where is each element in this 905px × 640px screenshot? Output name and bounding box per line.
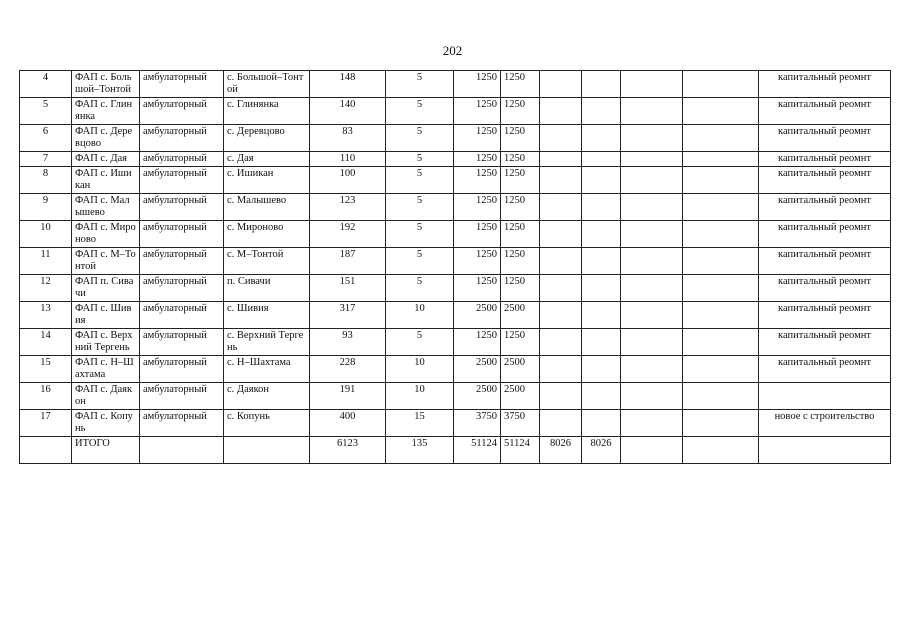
cell-cost2: 2500 [501, 356, 540, 383]
cell-c9 [540, 410, 582, 437]
table-row [20, 302, 891, 329]
cell-c10 [582, 71, 621, 98]
cell-c12 [683, 125, 759, 152]
cell-settlement [224, 437, 310, 464]
cell-note: капитальный реомнт [759, 221, 891, 248]
cell-note: капитальный реомнт [759, 152, 891, 167]
cell-c9 [540, 125, 582, 152]
cell-cost2: 3750 [501, 410, 540, 437]
cell-type: амбулаторный [140, 98, 224, 125]
cell-population: 93 [310, 329, 386, 356]
cell-c11 [621, 383, 683, 410]
cell-name: ФАП с. М–Тонтой [72, 248, 140, 275]
cell-name: ФАП с. Шивия [72, 302, 140, 329]
cell-num: 6 [20, 125, 72, 152]
cell-num: 12 [20, 275, 72, 302]
cell-population: 110 [310, 152, 386, 167]
cell-note: капитальный реомнт [759, 329, 891, 356]
cell-cost: 2500 [454, 356, 501, 383]
cell-c12 [683, 194, 759, 221]
cell-staff: 10 [386, 383, 454, 410]
cell-c12 [683, 98, 759, 125]
cell-c12 [683, 221, 759, 248]
cell-name: ФАП с. Копунь [72, 410, 140, 437]
cell-cost2: 1250 [501, 194, 540, 221]
cell-note [759, 437, 891, 464]
cell-name: ФАП с. Дая [72, 152, 140, 167]
cell-settlement: с. Шивия [224, 302, 310, 329]
cell-cost2: 2500 [501, 383, 540, 410]
cell-settlement: п. Сивачи [224, 275, 310, 302]
cell-c12 [683, 383, 759, 410]
cell-c10 [582, 356, 621, 383]
cell-note: капитальный реомнт [759, 275, 891, 302]
total-row [20, 437, 891, 464]
cell-c9 [540, 221, 582, 248]
cell-settlement: с. Мироново [224, 221, 310, 248]
cell-c11 [621, 98, 683, 125]
cell-num: 16 [20, 383, 72, 410]
cell-staff: 5 [386, 125, 454, 152]
cell-cost: 1250 [454, 167, 501, 194]
cell-note: капитальный реомнт [759, 356, 891, 383]
cell-type: амбулаторный [140, 356, 224, 383]
cell-type: амбулаторный [140, 275, 224, 302]
table-row [20, 329, 891, 356]
cell-c10 [582, 329, 621, 356]
cell-c10 [582, 383, 621, 410]
cell-type: амбулаторный [140, 125, 224, 152]
cell-c10 [582, 98, 621, 125]
cell-cost: 1250 [454, 152, 501, 167]
table-row [20, 98, 891, 125]
cell-c9 [540, 167, 582, 194]
cell-cost: 2500 [454, 383, 501, 410]
cell-population: 400 [310, 410, 386, 437]
cell-population: 123 [310, 194, 386, 221]
cell-c9 [540, 329, 582, 356]
table-row [20, 248, 891, 275]
table-row [20, 71, 891, 98]
table-row [20, 152, 891, 167]
cell-c9 [540, 98, 582, 125]
cell-c11 [621, 356, 683, 383]
table-row [20, 410, 891, 437]
cell-population: 187 [310, 248, 386, 275]
cell-c12 [683, 152, 759, 167]
table-row [20, 275, 891, 302]
cell-cost2: 51124 [501, 437, 540, 464]
cell-note: капитальный реомнт [759, 302, 891, 329]
cell-cost: 1250 [454, 125, 501, 152]
cell-staff: 10 [386, 356, 454, 383]
cell-cost: 1250 [454, 329, 501, 356]
cell-c12 [683, 275, 759, 302]
cell-staff: 5 [386, 329, 454, 356]
cell-staff: 10 [386, 302, 454, 329]
cell-cost2: 1250 [501, 167, 540, 194]
cell-c12 [683, 302, 759, 329]
cell-cost: 2500 [454, 302, 501, 329]
cell-c9 [540, 194, 582, 221]
cell-staff: 5 [386, 167, 454, 194]
cell-population: 228 [310, 356, 386, 383]
cell-note: капитальный реомнт [759, 194, 891, 221]
cell-population: 148 [310, 71, 386, 98]
table-row [20, 194, 891, 221]
cell-type: амбулаторный [140, 410, 224, 437]
cell-population: 192 [310, 221, 386, 248]
cell-cost: 1250 [454, 248, 501, 275]
cell-c12 [683, 248, 759, 275]
cell-note [759, 383, 891, 410]
cell-cost: 1250 [454, 71, 501, 98]
cell-c12 [683, 167, 759, 194]
cell-settlement: с. Глинянка [224, 98, 310, 125]
cell-type: амбулаторный [140, 71, 224, 98]
cell-cost2: 2500 [501, 302, 540, 329]
table-body [20, 71, 891, 464]
cell-c12 [683, 356, 759, 383]
cell-c11 [621, 437, 683, 464]
cell-staff: 5 [386, 194, 454, 221]
cell-c10 [582, 194, 621, 221]
cell-cost: 3750 [454, 410, 501, 437]
cell-note: капитальный реомнт [759, 98, 891, 125]
cell-c11 [621, 152, 683, 167]
cell-name: ФАП с. Мироново [72, 221, 140, 248]
cell-c9 [540, 71, 582, 98]
cell-settlement: с. Малышево [224, 194, 310, 221]
cell-name: ФАП п. Сивачи [72, 275, 140, 302]
cell-c10 [582, 410, 621, 437]
cell-name: ФАП с. Даякон [72, 383, 140, 410]
cell-cost: 1250 [454, 221, 501, 248]
table-row [20, 125, 891, 152]
cell-note: капитальный реомнт [759, 167, 891, 194]
cell-num: 15 [20, 356, 72, 383]
table-row [20, 221, 891, 248]
cell-c11 [621, 71, 683, 98]
cell-c12 [683, 437, 759, 464]
cell-staff: 5 [386, 71, 454, 98]
page-number: 202 [442, 43, 463, 58]
cell-cost: 1250 [454, 98, 501, 125]
cell-cost: 51124 [454, 437, 501, 464]
table-row [20, 356, 891, 383]
cell-population: 191 [310, 383, 386, 410]
cell-type: амбулаторный [140, 167, 224, 194]
cell-cost: 1250 [454, 194, 501, 221]
cell-num: 7 [20, 152, 72, 167]
cell-population: 151 [310, 275, 386, 302]
cell-type [140, 437, 224, 464]
cell-name: ИТОГО [72, 437, 140, 464]
cell-c11 [621, 221, 683, 248]
cell-note: капитальный реомнт [759, 71, 891, 98]
cell-staff: 5 [386, 221, 454, 248]
cell-c9 [540, 356, 582, 383]
cell-num: 4 [20, 71, 72, 98]
cell-c9 [540, 248, 582, 275]
cell-c11 [621, 125, 683, 152]
cell-settlement: с. М–Тонтой [224, 248, 310, 275]
cell-cost2: 1250 [501, 221, 540, 248]
cell-staff: 5 [386, 152, 454, 167]
cell-settlement: с. Деревцово [224, 125, 310, 152]
cell-num: 11 [20, 248, 72, 275]
cell-staff: 5 [386, 248, 454, 275]
cell-c10 [582, 152, 621, 167]
cell-name: ФАП с. Н–Шахтама [72, 356, 140, 383]
cell-population: 140 [310, 98, 386, 125]
cell-note: новое с строительство [759, 410, 891, 437]
cell-c12 [683, 329, 759, 356]
table-row [20, 383, 891, 410]
cell-c11 [621, 194, 683, 221]
cell-num: 8 [20, 167, 72, 194]
cell-cost2: 1250 [501, 71, 540, 98]
cell-type: амбулаторный [140, 194, 224, 221]
cell-c12 [683, 71, 759, 98]
cell-population: 317 [310, 302, 386, 329]
cell-c10 [582, 167, 621, 194]
cell-num: 9 [20, 194, 72, 221]
cell-cost2: 1250 [501, 98, 540, 125]
cell-type: амбулаторный [140, 248, 224, 275]
cell-type: амбулаторный [140, 221, 224, 248]
cell-settlement: с. Верхний Тергень [224, 329, 310, 356]
cell-cost2: 1250 [501, 329, 540, 356]
cell-staff: 15 [386, 410, 454, 437]
cell-type: амбулаторный [140, 302, 224, 329]
cell-c11 [621, 302, 683, 329]
cell-name: ФАП с. Ишикан [72, 167, 140, 194]
cell-staff: 5 [386, 275, 454, 302]
cell-settlement: с. Ишикан [224, 167, 310, 194]
cell-c9 [540, 152, 582, 167]
cell-num: 13 [20, 302, 72, 329]
cell-type: амбулаторный [140, 383, 224, 410]
cell-settlement: с. Дая [224, 152, 310, 167]
cell-c10 [582, 248, 621, 275]
cell-settlement: с. Даякон [224, 383, 310, 410]
cell-c9 [540, 302, 582, 329]
cell-c11 [621, 329, 683, 356]
facility-table [19, 70, 891, 464]
cell-cost2: 1250 [501, 152, 540, 167]
cell-cost: 1250 [454, 275, 501, 302]
cell-c9 [540, 383, 582, 410]
cell-settlement: с. Копунь [224, 410, 310, 437]
cell-staff: 5 [386, 98, 454, 125]
cell-population: 83 [310, 125, 386, 152]
cell-settlement: с. Большой–Тонтой [224, 71, 310, 98]
cell-type: амбулаторный [140, 152, 224, 167]
cell-name: ФАП с. Малышево [72, 194, 140, 221]
cell-c11 [621, 410, 683, 437]
cell-type: амбулаторный [140, 329, 224, 356]
cell-cost2: 1250 [501, 125, 540, 152]
cell-c9 [540, 275, 582, 302]
cell-name: ФАП с. Глинянка [72, 98, 140, 125]
cell-settlement: с. Н–Шахтама [224, 356, 310, 383]
cell-num: 10 [20, 221, 72, 248]
cell-name: ФАП с. Деревцово [72, 125, 140, 152]
cell-c10 [582, 275, 621, 302]
cell-name: ФАП с. Верхний Тергень [72, 329, 140, 356]
cell-cost2: 1250 [501, 275, 540, 302]
cell-name: ФАП с. Большой–Тонтой [72, 71, 140, 98]
cell-c11 [621, 248, 683, 275]
table-row [20, 167, 891, 194]
cell-num [20, 437, 72, 464]
cell-c10: 8026 [582, 437, 621, 464]
cell-c10 [582, 302, 621, 329]
cell-c10 [582, 221, 621, 248]
cell-num: 5 [20, 98, 72, 125]
cell-population: 100 [310, 167, 386, 194]
cell-num: 17 [20, 410, 72, 437]
cell-c10 [582, 125, 621, 152]
cell-c12 [683, 410, 759, 437]
cell-population: 6123 [310, 437, 386, 464]
cell-c11 [621, 167, 683, 194]
cell-cost2: 1250 [501, 248, 540, 275]
cell-c11 [621, 275, 683, 302]
cell-staff: 135 [386, 437, 454, 464]
cell-num: 14 [20, 329, 72, 356]
cell-note: капитальный реомнт [759, 125, 891, 152]
cell-c9: 8026 [540, 437, 582, 464]
cell-note: капитальный реомнт [759, 248, 891, 275]
